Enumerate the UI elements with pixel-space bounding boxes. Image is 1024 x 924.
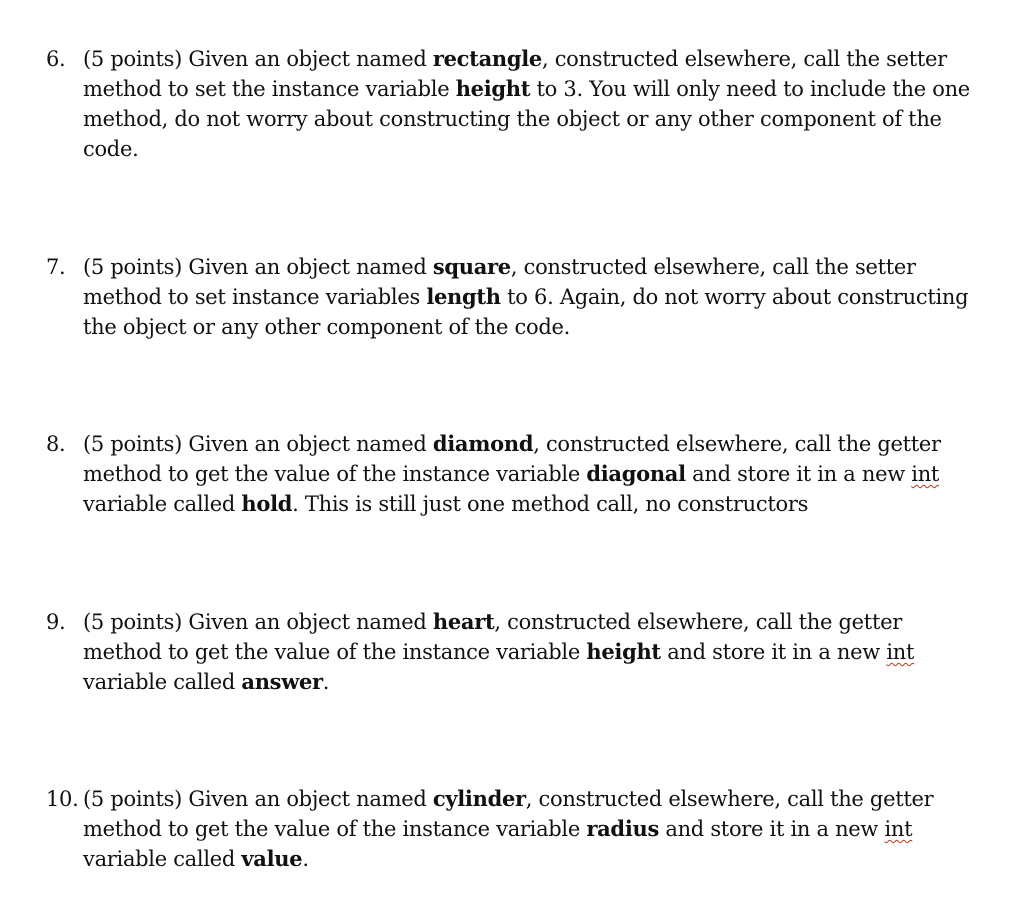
question-text-segment: , constructed elsewhere, call the getter method to get the value of the instance variable: [83, 787, 934, 841]
question-text-segment: (5 points) Given an object named: [83, 787, 433, 811]
question-number: 10.: [46, 787, 79, 811]
question-9: [46, 607, 986, 697]
question-text: [83, 252, 986, 342]
question-text: [83, 429, 986, 519]
question-10: [46, 784, 986, 874]
question-text: [83, 44, 986, 164]
question-text-segment: .: [302, 847, 309, 871]
question-text: [83, 784, 986, 874]
object-name-cylinder: cylinder: [432, 786, 526, 811]
question-text-segment: , constructed elsewhere, call the setter method to set instance variables: [83, 255, 916, 309]
object-name-rectangle: rectangle: [432, 46, 542, 71]
question-text-segment: , constructed elsewhere, call the getter method to get the value of the instance variable: [83, 610, 902, 664]
question-text-segment: . This is still just one method call, no constructors: [292, 492, 809, 516]
question-text-segment: (5 points) Given an object named: [83, 432, 433, 456]
question-number: 7.: [46, 255, 66, 279]
variable-name-radius: radius: [586, 816, 659, 841]
question-text-segment: .: [322, 670, 330, 694]
variable-name-height: height: [586, 639, 661, 664]
question-number: 6.: [46, 47, 66, 71]
variable-name-length: length: [426, 284, 501, 309]
question-text-segment: to 6. Again, do not worry about constructing the object or any other component of the code.: [83, 285, 969, 339]
question-text-segment: (5 points) Given an object named: [83, 255, 433, 279]
question-7: [46, 252, 986, 342]
spellcheck-word-int: int: [886, 640, 915, 664]
object-name-heart: heart: [432, 609, 495, 634]
question-number: 8.: [46, 432, 66, 456]
spellcheck-word-int: int: [884, 817, 913, 841]
question-text-segment: variable called: [83, 492, 242, 516]
object-name-diamond: diamond: [432, 431, 534, 456]
question-8: [46, 429, 986, 519]
question-text-segment: and store it in a new: [658, 817, 885, 841]
question-text-segment: to 3. You will only need to include the one method, do not worry about constructing the object or any other component of the code.: [83, 77, 970, 161]
question-text-segment: (5 points) Given an object named: [83, 47, 433, 71]
spellcheck-word-int: int: [911, 462, 940, 486]
variable-name-diagonal: diagonal: [586, 461, 686, 486]
question-number: 9.: [46, 610, 66, 634]
variable-name-height: height: [455, 76, 531, 101]
variable-name-hold: hold: [241, 491, 293, 516]
question-text-segment: variable called: [83, 670, 242, 694]
question-text-segment: and store it in a new: [660, 640, 887, 664]
variable-name-answer: answer: [241, 669, 323, 694]
question-6: [46, 44, 986, 164]
object-name-square: square: [432, 254, 511, 279]
question-text: [83, 607, 986, 697]
question-text-segment: and store it in a new: [685, 462, 912, 486]
question-text-segment: variable called: [83, 847, 242, 871]
question-text-segment: , constructed elsewhere, call the getter method to get the value of the instance variable: [83, 432, 941, 486]
variable-name-value: value: [241, 846, 303, 871]
question-text-segment: , constructed elsewhere, call the setter method to set the instance variable: [83, 47, 947, 101]
question-text-segment: (5 points) Given an object named: [83, 610, 433, 634]
